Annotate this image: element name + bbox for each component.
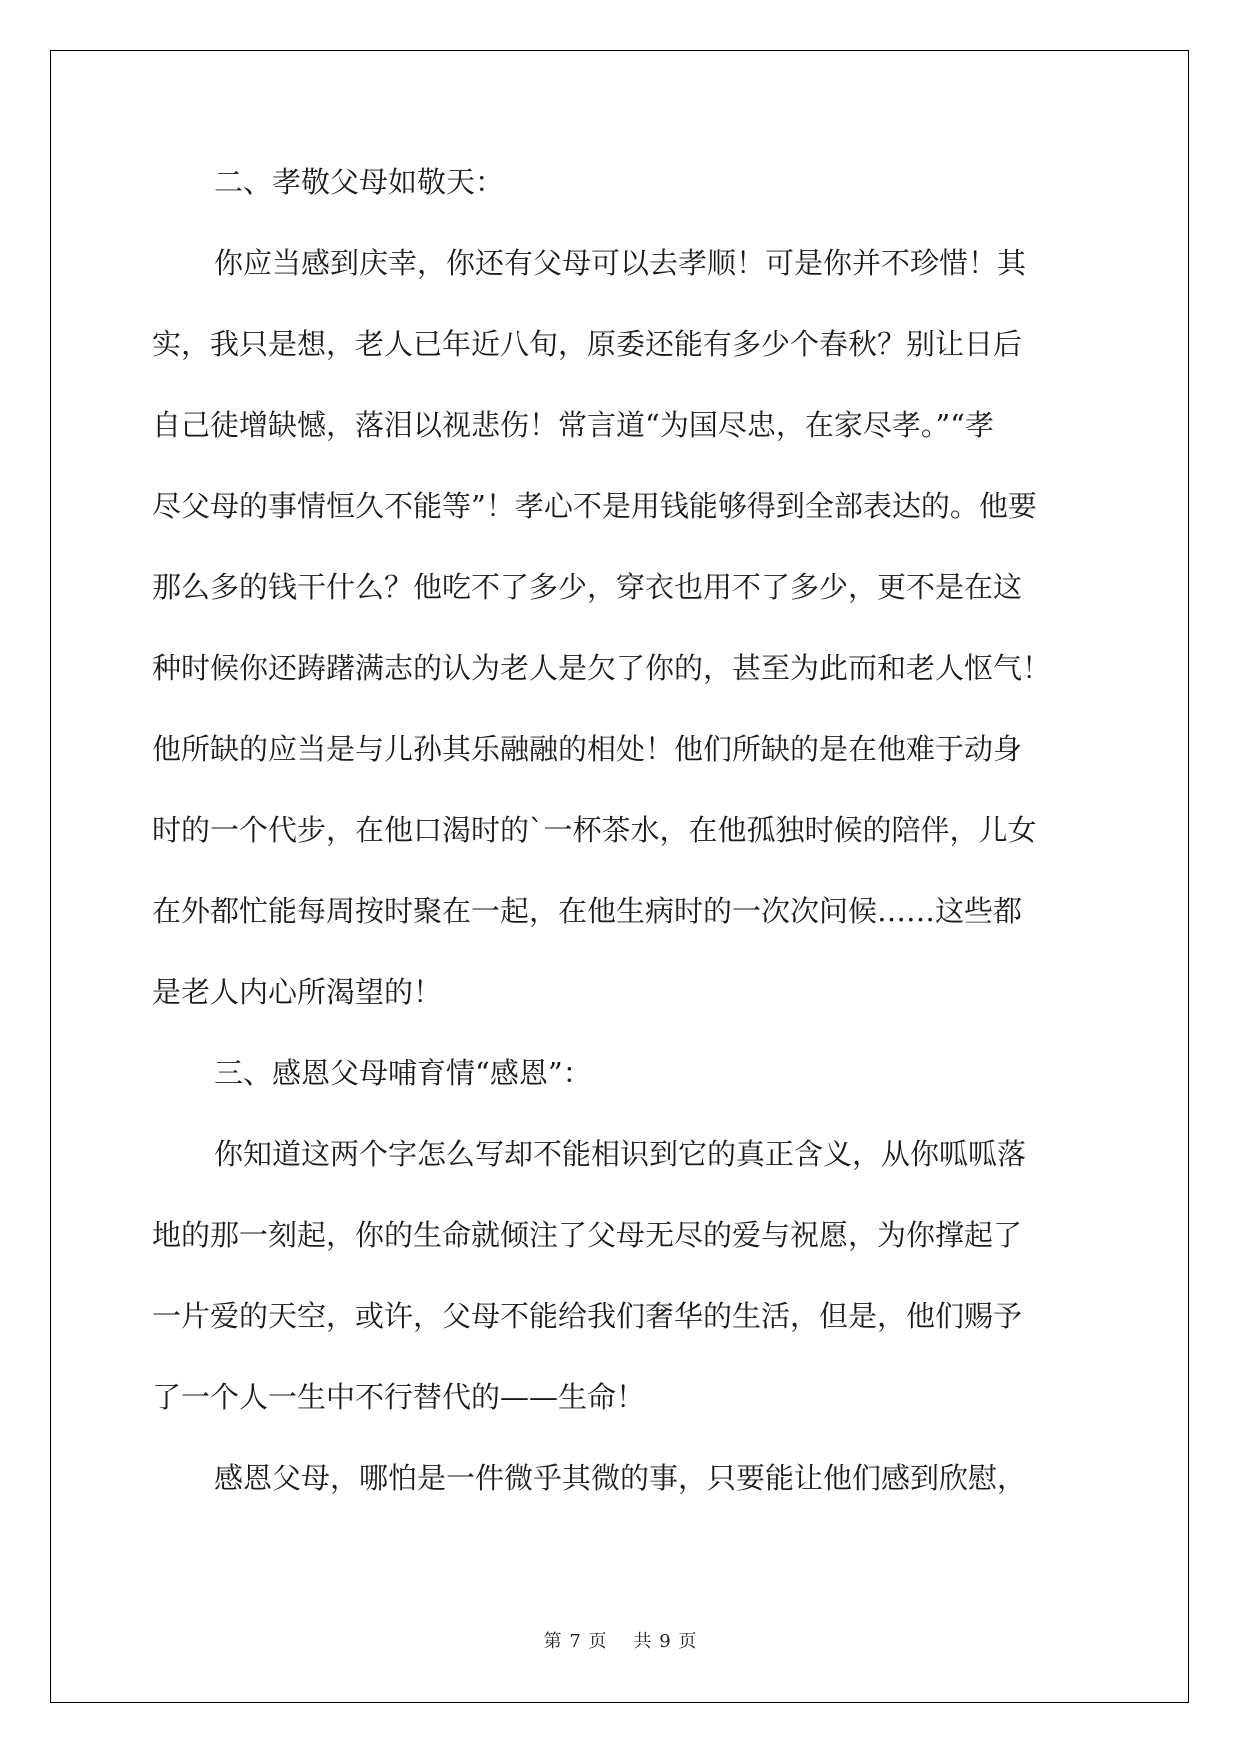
text-line: 了一个人一生中不行替代的——生命！	[152, 1380, 646, 1414]
text-line: 一片爱的天空，或许，父母不能给我们奢华的生活，但是，他们赐予	[152, 1299, 1023, 1333]
text-line: 尽父母的事情恒久不能等”！孝心不是用钱能够得到全部表达的。他要	[152, 489, 1037, 523]
text-line: 实，我只是想，老人已年近八旬，原委还能有多少个春秋？别让日后	[152, 327, 1023, 361]
text-line: 你知道这两个字怎么写却不能相识到它的真正含义，从你呱呱落	[214, 1137, 1027, 1171]
text-line: 时的一个代步，在他口渴时的`一杯茶水，在他孤独时候的陪伴，儿女	[152, 813, 1037, 847]
text-line: 他所缺的应当是与儿孙其乐融融的相处！他们所缺的是在他难于动身	[152, 732, 1023, 766]
text-line: 地的那一刻起，你的生命就倾注了父母无尽的爱与祝愿，为你撑起了	[152, 1218, 1023, 1252]
text-line: 是老人内心所渴望的！	[152, 975, 443, 1009]
text-line: 种时候你还踌躇满志的认为老人是欠了你的，甚至为此而和老人怄气！	[152, 651, 1052, 685]
text-line: 那么多的钱干什么？他吃不了多少，穿衣也用不了多少，更不是在这	[152, 570, 1023, 604]
text-line: 你应当感到庆幸，你还有父母可以去孝顺！可是你并不珍惜！其	[214, 246, 1027, 280]
text-line: 感恩父母，哪怕是一件微乎其微的事，只要能让他们感到欣慰，	[214, 1461, 1027, 1495]
text-line: 自己徒增缺憾，落泪以视悲伤！常言道“为国尽忠，在家尽孝。”“孝	[152, 408, 994, 442]
page-footer	[0, 1627, 1241, 1653]
heading-section-3: 三、感恩父母哺育情“感恩”：	[214, 1056, 592, 1090]
page-number: 第 7 页	[543, 1631, 608, 1652]
document-body	[152, 160, 1082, 1537]
text-line: 在外都忙能每周按时聚在一起，在他生病时的一次次问候……这些都	[152, 894, 1023, 928]
heading-section-2: 二、孝敬父母如敬天：	[214, 165, 505, 199]
page-total: 共 9 页	[633, 1631, 698, 1652]
